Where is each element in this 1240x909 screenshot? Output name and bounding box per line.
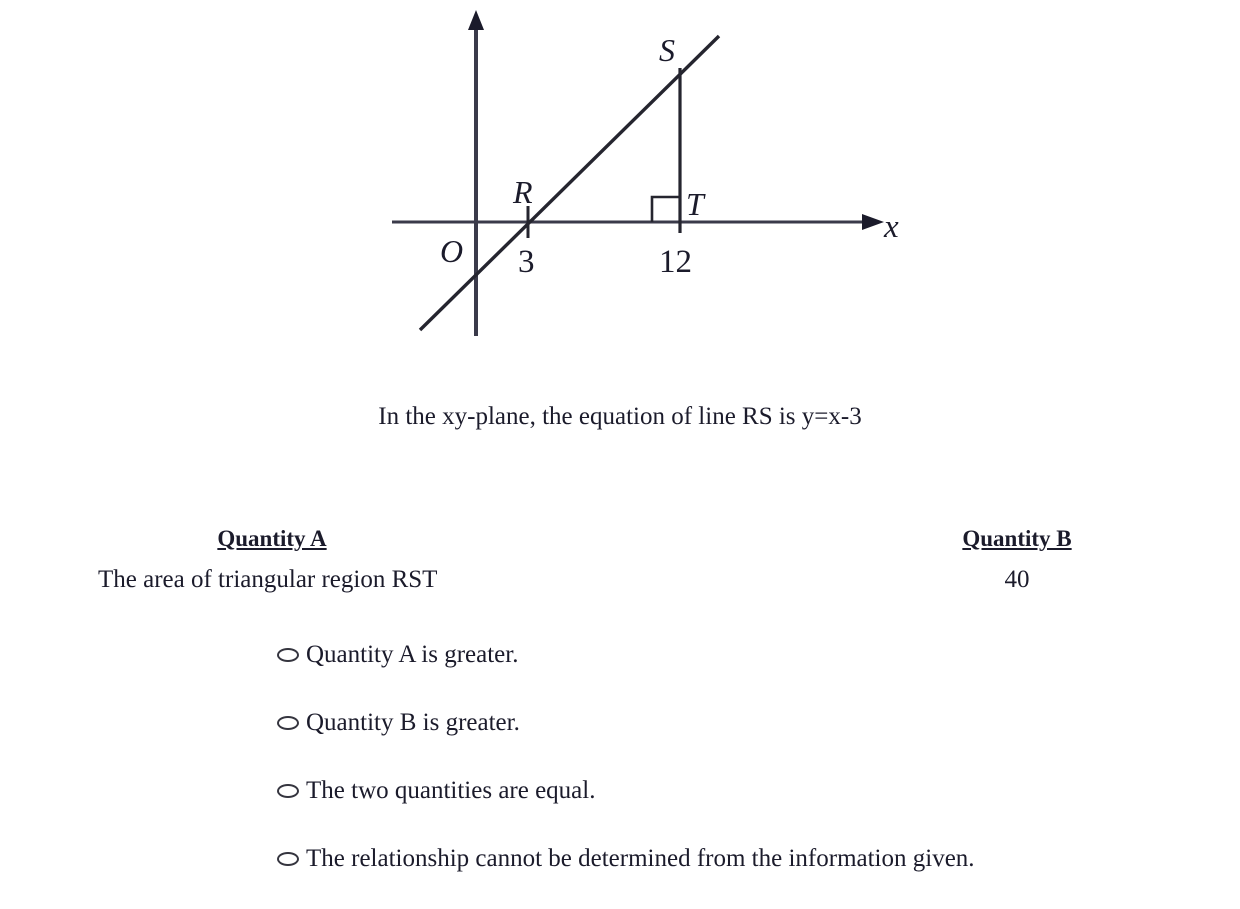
radio-button-icon[interactable]	[277, 716, 299, 730]
line-rs	[420, 36, 719, 330]
radio-button-icon[interactable]	[277, 852, 299, 866]
quantity-comparison-row	[0, 524, 1240, 604]
answer-choice-1-label: Quantity A is greater.	[306, 641, 519, 668]
answer-choice-1[interactable]	[277, 637, 1177, 673]
point-label-t: T	[686, 186, 704, 222]
answer-choice-3-label: The two quantities are equal.	[306, 777, 596, 804]
radio-button-icon[interactable]	[277, 648, 299, 662]
point-label-r: R	[513, 174, 533, 210]
answer-choice-2[interactable]	[277, 705, 1177, 741]
quantity-a-value: The area of triangular region RST	[98, 566, 438, 593]
x-axis	[392, 214, 884, 230]
y-axis	[468, 10, 484, 336]
x-axis-arrowhead	[862, 214, 884, 230]
quantity-b-value: 40	[1004, 566, 1030, 593]
answer-choice-list	[277, 637, 1177, 909]
x-axis-label: x	[884, 209, 899, 245]
tick-label-12: 12	[659, 244, 692, 280]
question-stem: In the xy-plane, the equation of line RS is y=x-3	[378, 403, 862, 430]
xy-plane-diagram	[0, 0, 1240, 370]
quantity-a-heading: Quantity A	[217, 526, 327, 551]
y-axis-arrowhead	[468, 10, 484, 30]
answer-choice-3[interactable]	[277, 773, 1177, 809]
figure-panel	[0, 0, 1240, 370]
answer-choice-4[interactable]	[277, 841, 1177, 877]
answer-choice-4-label: The relationship cannot be determined from the information given.	[306, 845, 975, 872]
quantity-b-heading: Quantity B	[962, 526, 1072, 551]
origin-label: O	[440, 233, 464, 269]
quantity-b-column	[905, 524, 1129, 597]
radio-button-icon[interactable]	[277, 784, 299, 798]
quantity-a-column	[60, 524, 484, 597]
point-label-s: S	[659, 32, 675, 68]
tick-label-3: 3	[518, 244, 535, 280]
right-angle-marker-t	[652, 197, 680, 222]
answer-choice-2-label: Quantity B is greater.	[306, 709, 520, 736]
